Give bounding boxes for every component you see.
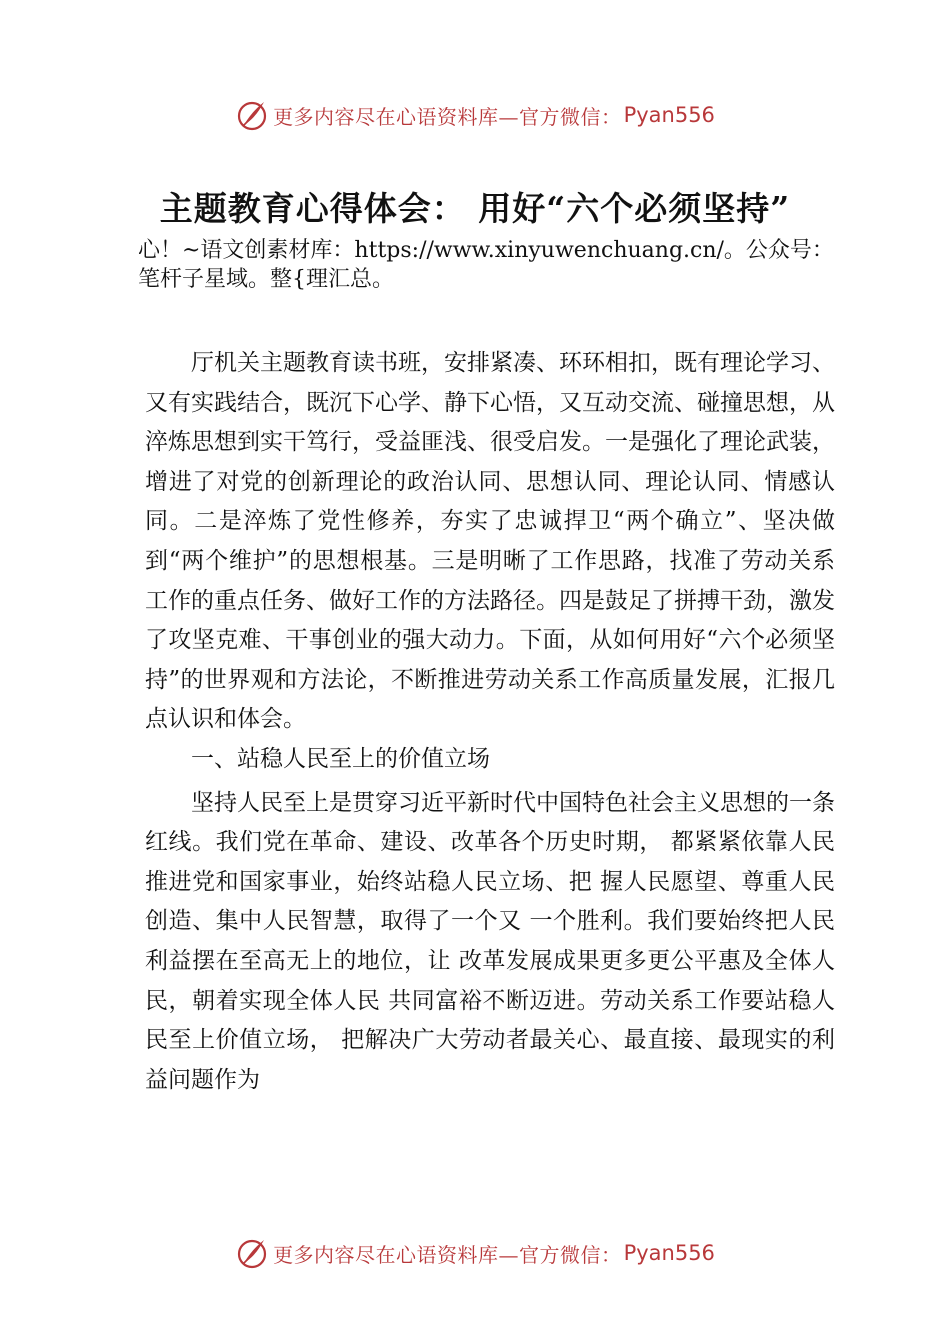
banner-wechat-id: Pyan556 [623, 1241, 715, 1265]
source-note: 心！~语文创素材库：https://www.xinyuwenchuang.cn/。公众号：笔杆子星域。整{理汇总。 [138, 238, 834, 292]
document-title: 主题教育心得体会： 用好“六个必须坚持” [159, 189, 791, 228]
document-body [145, 344, 835, 1100]
section-heading: 一、站稳人民至上的价值立场 [191, 745, 490, 772]
quill-pen-logo-icon [235, 1236, 269, 1270]
banner-text: 更多内容尽在心语资料库—官方微信： [273, 104, 622, 129]
body-paragraph: 厅机关主题教育读书班，安排紧凑、环环相扣，既有理论学习、又有实践结合，既沉下心学、静下心悟，又互动交流、碰撞思想，从淬炼思想到实干笃行，受益匪浅、很受启发。一是强化了理论武装，增进了对党的创新理论的政治认同、思想认同、理论认同、情感认同。二是淬炼了党性修养，夯实了忠诚捍卫“两个确立”、坚决做到“两个维护”的思想根基。三是明晰了工作思路，找准了劳动关系工作的重点任务、做好工作的方法路径。四是鼓足了拼搏干劲，激发了攻坚克难、干事创业的强大动力。下面，从如何用好“六个必须坚持”的世界观和方法论，不断推进劳动关系工作高质量发展，汇报几点认识和体会。 [145, 350, 835, 733]
banner-wechat-id: Pyan556 [623, 103, 715, 127]
header-banner [0, 95, 950, 135]
body-paragraph: 坚持人民至上是贯穿习近平新时代中国特色社会主义思想的一条红线。我们党在革命、建设、改革各个历史时期， 都紧紧依靠人民推进党和国家事业，始终站稳人民立场、把 握人民愿望、尊重人民创造、集中人民智慧，取得了一个又 一个胜利。我们要始终把人民利益摆在至高无上的地位，让 改革发展成果更多更公平惠及全体人民，朝着实现全体人民 共同富裕不断迈进。劳动关系工作要站稳人民至上价值立场， 把解决广大劳动者最关心、最直接、最现实的利益问题作为 [145, 789, 835, 1093]
footer-banner [0, 1233, 950, 1273]
quill-pen-logo-icon [235, 98, 269, 132]
banner-text: 更多内容尽在心语资料库—官方微信： [273, 1242, 622, 1267]
